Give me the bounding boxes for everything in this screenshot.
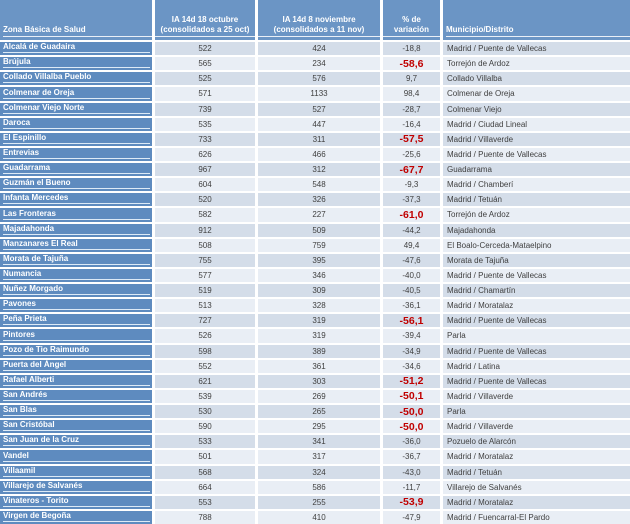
ia-october-value: 565 xyxy=(155,57,255,70)
zone-name-cell xyxy=(0,103,152,116)
municipio-value: Madrid / Tetuán xyxy=(443,193,630,206)
zone-name-label: Virgen de Begoña xyxy=(3,511,150,522)
zone-name-label: El Espinillo xyxy=(3,133,150,144)
municipio-value: Madrid / Tetuán xyxy=(443,466,630,479)
variation-value: -34,9 xyxy=(383,345,440,358)
table-row xyxy=(0,193,630,206)
ia-october-value: 664 xyxy=(155,481,255,494)
municipio-value: Parla xyxy=(443,405,630,418)
variation-value: -28,7 xyxy=(383,103,440,116)
ia-november-value: 341 xyxy=(258,435,380,448)
ia-november-value: 326 xyxy=(258,193,380,206)
table-body xyxy=(0,42,630,524)
ia-october-value: 508 xyxy=(155,239,255,252)
zone-name-label: Peña Prieta xyxy=(3,314,150,325)
variation-value: -56,1 xyxy=(383,314,440,327)
municipio-value: Madrid / Puente de Vallecas xyxy=(443,314,630,327)
ia-october-value: 626 xyxy=(155,148,255,161)
table-row xyxy=(0,239,630,252)
table-row xyxy=(0,254,630,267)
header-ia-november-line1: IA 14d 8 noviembre xyxy=(282,15,356,24)
zone-name-cell xyxy=(0,178,152,191)
header-ia-october-line2: (consolidados a 25 oct) xyxy=(155,25,255,37)
variation-value: -50,1 xyxy=(383,390,440,403)
ia-october-value: 571 xyxy=(155,87,255,100)
zone-name-cell xyxy=(0,254,152,267)
ia-october-value: 553 xyxy=(155,496,255,509)
zone-name-cell xyxy=(0,42,152,55)
zone-name-label: Villarejo de Salvanés xyxy=(3,481,150,492)
ia-november-value: 586 xyxy=(258,481,380,494)
municipio-value: Madrid / Puente de Vallecas xyxy=(443,148,630,161)
ia-november-value: 1133 xyxy=(258,87,380,100)
header-municipio-label: Municipio/Distrito xyxy=(446,25,630,37)
zone-name-label: Guzmán el Bueno xyxy=(3,178,150,189)
zone-name-label: Infanta Mercedes xyxy=(3,193,150,204)
zone-name-label: Pozo de Tio Raimundo xyxy=(3,345,150,356)
municipio-value: Villarejo de Salvanés xyxy=(443,481,630,494)
municipio-value: Collado Villalba xyxy=(443,72,630,85)
zone-name-cell xyxy=(0,239,152,252)
variation-value: -25,6 xyxy=(383,148,440,161)
variation-value: -50,0 xyxy=(383,405,440,418)
municipio-value: Madrid / Puente de Vallecas xyxy=(443,375,630,388)
ia-november-value: 227 xyxy=(258,208,380,221)
zone-name-cell xyxy=(0,435,152,448)
zone-name-label: Colmenar de Oreja xyxy=(3,88,150,99)
variation-value: -40,0 xyxy=(383,269,440,282)
municipio-value: Madrid / Villaverde xyxy=(443,390,630,403)
table-row xyxy=(0,103,630,116)
zone-name-cell xyxy=(0,450,152,463)
ia-october-value: 535 xyxy=(155,118,255,131)
zone-name-cell xyxy=(0,329,152,342)
ia-october-value: 733 xyxy=(155,133,255,146)
zone-name-cell xyxy=(0,360,152,373)
variation-value: -18,8 xyxy=(383,42,440,55)
zone-name-label: San Cristóbal xyxy=(3,420,150,431)
table-row xyxy=(0,133,630,146)
header-variation-line2: variación xyxy=(383,25,440,37)
table-row xyxy=(0,405,630,418)
zone-name-cell xyxy=(0,148,152,161)
zone-name-label: Morata de Tajuña xyxy=(3,254,150,265)
ia-october-value: 727 xyxy=(155,314,255,327)
municipio-value: Madrid / Ciudad Lineal xyxy=(443,118,630,131)
table-row xyxy=(0,314,630,327)
variation-value: -50,0 xyxy=(383,420,440,433)
variation-value: -40,5 xyxy=(383,284,440,297)
table-row xyxy=(0,299,630,312)
ia-november-value: 319 xyxy=(258,329,380,342)
variation-value: -16,4 xyxy=(383,118,440,131)
ia-november-value: 311 xyxy=(258,133,380,146)
table-row xyxy=(0,72,630,85)
zone-name-cell xyxy=(0,405,152,418)
header-ia-november-line2: (consolidados a 11 nov) xyxy=(258,25,380,37)
zone-name-cell xyxy=(0,466,152,479)
zone-name-label: Majadahonda xyxy=(3,224,150,235)
municipio-value: Madrid / Moratalaz xyxy=(443,496,630,509)
municipio-value: Madrid / Villaverde xyxy=(443,420,630,433)
variation-value: 9,7 xyxy=(383,72,440,85)
ia-november-value: 447 xyxy=(258,118,380,131)
table-row xyxy=(0,466,630,479)
variation-value: -58,6 xyxy=(383,57,440,70)
variation-value: -37,3 xyxy=(383,193,440,206)
ia-november-value: 410 xyxy=(258,511,380,524)
ia-november-value: 303 xyxy=(258,375,380,388)
table-row xyxy=(0,57,630,70)
table-row xyxy=(0,360,630,373)
ia-october-value: 598 xyxy=(155,345,255,358)
zone-name-cell xyxy=(0,345,152,358)
municipio-value: Guadarrama xyxy=(443,163,630,176)
ia-october-value: 739 xyxy=(155,103,255,116)
ia-november-value: 346 xyxy=(258,269,380,282)
zone-name-cell xyxy=(0,314,152,327)
zone-name-label: Guadarrama xyxy=(3,163,150,174)
table-row xyxy=(0,435,630,448)
municipio-value: Colmenar de Oreja xyxy=(443,87,630,100)
ia-october-value: 533 xyxy=(155,435,255,448)
table-row xyxy=(0,224,630,237)
zone-name-label: Alcalá de Guadaira xyxy=(3,42,150,53)
ia-november-value: 509 xyxy=(258,224,380,237)
zone-name-cell xyxy=(0,208,152,221)
ia-november-value: 424 xyxy=(258,42,380,55)
ia-october-value: 604 xyxy=(155,178,255,191)
header-municipio xyxy=(443,0,630,40)
municipio-value: Madrid / Fuencarral-El Pardo xyxy=(443,511,630,524)
table-row xyxy=(0,345,630,358)
zone-name-label: San Andrés xyxy=(3,390,150,401)
zone-name-label: Brújula xyxy=(3,57,150,68)
ia-november-value: 361 xyxy=(258,360,380,373)
zone-name-label: Vinateros - Torito xyxy=(3,496,150,507)
ia-november-value: 527 xyxy=(258,103,380,116)
ia-october-value: 519 xyxy=(155,284,255,297)
zone-name-cell xyxy=(0,269,152,282)
zone-name-label: San Blas xyxy=(3,405,150,416)
zone-name-cell xyxy=(0,375,152,388)
municipio-value: Madrid / Moratalaz xyxy=(443,450,630,463)
table-row xyxy=(0,269,630,282)
zone-name-label: Colmenar Viejo Norte xyxy=(3,103,150,114)
zone-name-label: Collado Villalba Pueblo xyxy=(3,72,150,83)
ia-october-value: 525 xyxy=(155,72,255,85)
variation-value: -51,2 xyxy=(383,375,440,388)
variation-value: -36,1 xyxy=(383,299,440,312)
variation-value: -47,9 xyxy=(383,511,440,524)
ia-november-value: 255 xyxy=(258,496,380,509)
ia-october-value: 755 xyxy=(155,254,255,267)
table-row xyxy=(0,481,630,494)
zone-name-cell xyxy=(0,133,152,146)
ia-october-value: 530 xyxy=(155,405,255,418)
zone-name-cell xyxy=(0,284,152,297)
ia-november-value: 548 xyxy=(258,178,380,191)
zone-name-label: Nuñez Morgado xyxy=(3,284,150,295)
header-ia-october-line1: IA 14d 18 octubre xyxy=(171,15,239,24)
table-row xyxy=(0,208,630,221)
zone-name-label: Pavones xyxy=(3,299,150,310)
header-variation xyxy=(383,0,440,40)
variation-value: 98,4 xyxy=(383,87,440,100)
zone-name-cell xyxy=(0,163,152,176)
variation-value: 49,4 xyxy=(383,239,440,252)
ia-november-value: 389 xyxy=(258,345,380,358)
ia-november-value: 319 xyxy=(258,314,380,327)
variation-value: -44,2 xyxy=(383,224,440,237)
ia-november-value: 759 xyxy=(258,239,380,252)
variation-value: -43,0 xyxy=(383,466,440,479)
variation-value: -57,5 xyxy=(383,133,440,146)
header-variation-line1: % de xyxy=(402,15,421,24)
zone-name-label: Puerta del Ángel xyxy=(3,360,150,371)
ia-november-value: 328 xyxy=(258,299,380,312)
zone-name-label: San Juan de la Cruz xyxy=(3,435,150,446)
zone-name-cell xyxy=(0,118,152,131)
ia-october-value: 520 xyxy=(155,193,255,206)
zone-name-label: Numancia xyxy=(3,269,150,280)
zone-name-cell xyxy=(0,72,152,85)
ia-november-value: 466 xyxy=(258,148,380,161)
municipio-value: Pozuelo de Alarcón xyxy=(443,435,630,448)
variation-value: -53,9 xyxy=(383,496,440,509)
ia-october-value: 501 xyxy=(155,450,255,463)
zone-name-cell xyxy=(0,87,152,100)
header-zone-label: Zona Básica de Salud xyxy=(3,25,152,37)
municipio-value: Torrejón de Ardoz xyxy=(443,208,630,221)
table-row xyxy=(0,450,630,463)
zone-name-label: Las Fronteras xyxy=(3,209,150,220)
ia-october-value: 582 xyxy=(155,208,255,221)
zone-name-cell xyxy=(0,496,152,509)
ia-november-value: 312 xyxy=(258,163,380,176)
variation-value: -67,7 xyxy=(383,163,440,176)
municipio-value: Morata de Tajuña xyxy=(443,254,630,267)
municipio-value: Madrid / Puente de Vallecas xyxy=(443,42,630,55)
ia-november-value: 265 xyxy=(258,405,380,418)
table-row xyxy=(0,87,630,100)
table-row xyxy=(0,178,630,191)
ia-october-value: 788 xyxy=(155,511,255,524)
zone-name-cell xyxy=(0,420,152,433)
ia-october-value: 912 xyxy=(155,224,255,237)
header-ia-november xyxy=(258,0,380,40)
ia-november-value: 309 xyxy=(258,284,380,297)
municipio-value: El Boalo-Cerceda-Mataelpino xyxy=(443,239,630,252)
table-header-row xyxy=(0,0,630,40)
table-row xyxy=(0,118,630,131)
ia-october-value: 539 xyxy=(155,390,255,403)
zone-name-cell xyxy=(0,224,152,237)
zone-name-label: Entrevias xyxy=(3,148,150,159)
variation-value: -36,7 xyxy=(383,450,440,463)
ia-october-value: 568 xyxy=(155,466,255,479)
municipio-value: Torrejón de Ardoz xyxy=(443,57,630,70)
municipio-value: Madrid / Moratalaz xyxy=(443,299,630,312)
municipio-value: Majadahonda xyxy=(443,224,630,237)
ia-october-value: 526 xyxy=(155,329,255,342)
variation-value: -61,0 xyxy=(383,208,440,221)
ia-november-value: 269 xyxy=(258,390,380,403)
municipio-value: Madrid / Chamberí xyxy=(443,178,630,191)
variation-value: -36,0 xyxy=(383,435,440,448)
zone-name-label: Rafael Alberti xyxy=(3,375,150,386)
zone-name-label: Daroca xyxy=(3,118,150,129)
table-row xyxy=(0,148,630,161)
table-row xyxy=(0,42,630,55)
zone-name-cell xyxy=(0,193,152,206)
table-row xyxy=(0,420,630,433)
table-row xyxy=(0,511,630,524)
ia-october-value: 621 xyxy=(155,375,255,388)
table-row xyxy=(0,163,630,176)
ia-november-value: 234 xyxy=(258,57,380,70)
zone-name-label: Vandel xyxy=(3,451,150,462)
municipio-value: Parla xyxy=(443,329,630,342)
zone-name-cell xyxy=(0,511,152,524)
zone-name-label: Manzanares El Real xyxy=(3,239,150,250)
municipio-value: Madrid / Puente de Vallecas xyxy=(443,345,630,358)
ia-november-value: 317 xyxy=(258,450,380,463)
municipio-value: Madrid / Villaverde xyxy=(443,133,630,146)
ia-october-value: 577 xyxy=(155,269,255,282)
municipio-value: Madrid / Puente de Vallecas xyxy=(443,269,630,282)
zone-name-cell xyxy=(0,390,152,403)
variation-value: -9,3 xyxy=(383,178,440,191)
municipio-value: Madrid / Chamartín xyxy=(443,284,630,297)
header-zone xyxy=(0,0,152,40)
zone-name-cell xyxy=(0,299,152,312)
zone-name-label: Pintores xyxy=(3,330,150,341)
table-row xyxy=(0,375,630,388)
zone-name-label: Villaamil xyxy=(3,466,150,477)
variation-value: -11,7 xyxy=(383,481,440,494)
ia-october-value: 522 xyxy=(155,42,255,55)
ia-october-value: 513 xyxy=(155,299,255,312)
ia-october-value: 590 xyxy=(155,420,255,433)
table-row xyxy=(0,390,630,403)
zone-name-cell xyxy=(0,57,152,70)
ia-november-value: 324 xyxy=(258,466,380,479)
municipio-value: Colmenar Viejo xyxy=(443,103,630,116)
ia-november-value: 395 xyxy=(258,254,380,267)
variation-value: -34,6 xyxy=(383,360,440,373)
variation-value: -47,6 xyxy=(383,254,440,267)
table-row xyxy=(0,496,630,509)
zone-name-cell xyxy=(0,481,152,494)
ia-november-value: 576 xyxy=(258,72,380,85)
ia-october-value: 552 xyxy=(155,360,255,373)
ia-october-value: 967 xyxy=(155,163,255,176)
ia-november-value: 295 xyxy=(258,420,380,433)
table-row xyxy=(0,329,630,342)
table-row xyxy=(0,284,630,297)
header-ia-october xyxy=(155,0,255,40)
variation-value: -39,4 xyxy=(383,329,440,342)
municipio-value: Madrid / Latina xyxy=(443,360,630,373)
